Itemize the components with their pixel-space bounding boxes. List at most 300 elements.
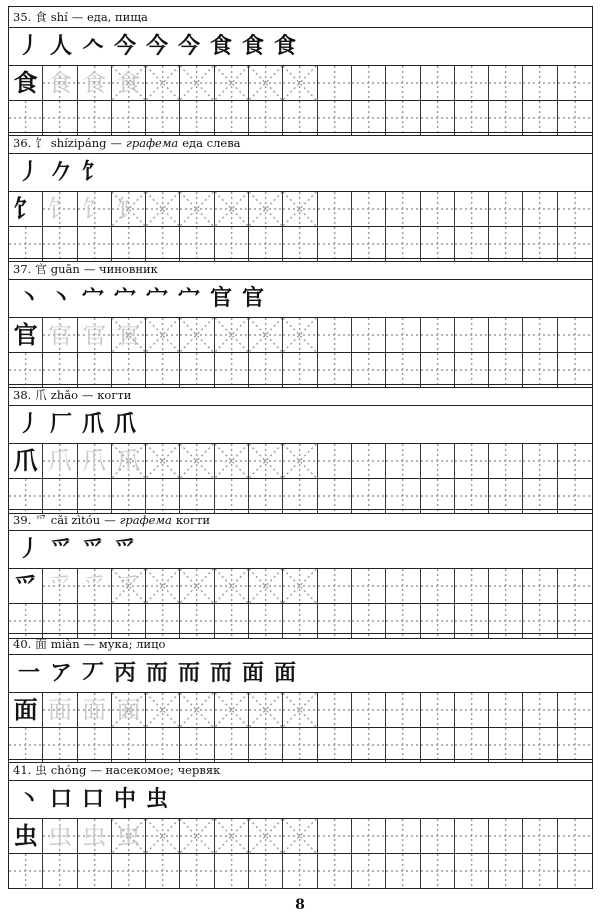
- stroke-step: 爪: [81, 412, 104, 437]
- practice-cell[interactable]: [318, 227, 352, 261]
- entry-number: 35.: [13, 10, 32, 24]
- practice-cell[interactable]: [215, 569, 249, 603]
- practice-cell[interactable]: [112, 854, 146, 888]
- entry-title: [9, 132, 592, 154]
- practice-cell[interactable]: [352, 728, 386, 762]
- practice-cell[interactable]: [489, 693, 523, 727]
- practice-cell[interactable]: [352, 693, 386, 727]
- practice-cell[interactable]: [78, 728, 112, 762]
- entry-hanzi: 虫: [35, 763, 47, 777]
- practice-cell[interactable]: [112, 353, 146, 387]
- practice-cell[interactable]: [352, 66, 386, 100]
- practice-cell[interactable]: [421, 728, 455, 762]
- practice-cell[interactable]: [558, 479, 592, 513]
- practice-cell[interactable]: [421, 479, 455, 513]
- trace-character: 虫: [116, 822, 141, 850]
- practice-cell[interactable]: [180, 728, 214, 762]
- stroke-step: ア: [49, 661, 72, 686]
- practice-cell[interactable]: [112, 728, 146, 762]
- practice-cell[interactable]: [283, 66, 317, 100]
- practice-cell[interactable]: [215, 353, 249, 387]
- practice-cell[interactable]: [146, 693, 180, 727]
- practice-cell[interactable]: [523, 693, 557, 727]
- practice-cell[interactable]: [386, 353, 420, 387]
- practice-cell[interactable]: [455, 101, 489, 135]
- practice-cell[interactable]: [112, 66, 146, 100]
- practice-cell[interactable]: [249, 479, 283, 513]
- practice-cell[interactable]: [249, 854, 283, 888]
- practice-cell[interactable]: [43, 728, 77, 762]
- stroke-step: 宀: [81, 286, 104, 311]
- stroke-step: 虫: [145, 787, 168, 812]
- practice-cell[interactable]: [352, 479, 386, 513]
- entry-meaning-italic: графема: [119, 513, 172, 527]
- practice-cell[interactable]: [455, 192, 489, 226]
- stroke-order-row: [9, 655, 592, 693]
- practice-cell[interactable]: [9, 569, 43, 603]
- practice-cell[interactable]: [283, 728, 317, 762]
- practice-cell[interactable]: [78, 819, 112, 853]
- practice-cell[interactable]: [489, 728, 523, 762]
- practice-cell[interactable]: [558, 728, 592, 762]
- practice-cell[interactable]: [180, 693, 214, 727]
- practice-cell[interactable]: [455, 444, 489, 478]
- entry-title: [9, 633, 592, 655]
- entry-hanzi: 面: [35, 637, 47, 651]
- entry-number: 38.: [13, 388, 32, 402]
- stroke-step: 宀: [177, 286, 200, 311]
- practice-cell[interactable]: [78, 444, 112, 478]
- practice-cell[interactable]: [249, 101, 283, 135]
- stroke-step: 𠆢: [81, 34, 104, 59]
- practice-cell[interactable]: [180, 854, 214, 888]
- practice-cell[interactable]: [78, 479, 112, 513]
- practice-cell[interactable]: [558, 819, 592, 853]
- stroke-order-row: [9, 154, 592, 192]
- practice-cell[interactable]: [523, 854, 557, 888]
- trace-character: 食: [82, 69, 107, 97]
- practice-cell[interactable]: [146, 318, 180, 352]
- practice-cell[interactable]: [180, 353, 214, 387]
- practice-cell[interactable]: [489, 479, 523, 513]
- practice-cell[interactable]: [352, 569, 386, 603]
- practice-cell[interactable]: [318, 353, 352, 387]
- practice-cell[interactable]: [180, 227, 214, 261]
- practice-cell[interactable]: [112, 192, 146, 226]
- model-character: 虫: [13, 822, 38, 850]
- practice-cell[interactable]: [180, 192, 214, 226]
- practice-cell[interactable]: [455, 569, 489, 603]
- practice-row: [9, 854, 592, 889]
- practice-cell[interactable]: [180, 101, 214, 135]
- stroke-step: 丶: [17, 286, 40, 311]
- trace-character: 虫: [47, 822, 72, 850]
- practice-cell[interactable]: [386, 854, 420, 888]
- entry-meaning: —: [110, 136, 123, 150]
- practice-cell[interactable]: [558, 444, 592, 478]
- entry-meaning: — еда, пища: [71, 10, 148, 24]
- practice-cell[interactable]: [318, 66, 352, 100]
- practice-cell[interactable]: [112, 693, 146, 727]
- practice-cell[interactable]: [421, 227, 455, 261]
- practice-cell[interactable]: [43, 227, 77, 261]
- practice-cell[interactable]: [455, 66, 489, 100]
- practice-cell[interactable]: [146, 444, 180, 478]
- practice-cell[interactable]: [455, 854, 489, 888]
- stroke-step: 𠂊: [49, 160, 72, 185]
- practice-cell[interactable]: [9, 353, 43, 387]
- practice-cell[interactable]: [489, 192, 523, 226]
- practice-cell[interactable]: [558, 854, 592, 888]
- practice-row: [9, 353, 592, 388]
- practice-cell[interactable]: [283, 227, 317, 261]
- practice-cell[interactable]: [146, 66, 180, 100]
- entry-meaning: — когти: [82, 388, 132, 402]
- practice-cell[interactable]: [249, 444, 283, 478]
- practice-cell[interactable]: [455, 353, 489, 387]
- practice-cell[interactable]: [455, 318, 489, 352]
- practice-cell[interactable]: [318, 569, 352, 603]
- practice-cell[interactable]: [146, 819, 180, 853]
- practice-cell[interactable]: [9, 227, 43, 261]
- practice-cell[interactable]: [558, 353, 592, 387]
- practice-cell[interactable]: [215, 728, 249, 762]
- practice-cell[interactable]: [455, 728, 489, 762]
- practice-cell[interactable]: [455, 819, 489, 853]
- practice-cell[interactable]: [318, 101, 352, 135]
- stroke-step: 面: [273, 661, 296, 686]
- practice-cell[interactable]: [283, 318, 317, 352]
- practice-cell[interactable]: [249, 66, 283, 100]
- practice-cell[interactable]: [9, 101, 43, 135]
- practice-cell[interactable]: [146, 101, 180, 135]
- practice-cell[interactable]: [215, 66, 249, 100]
- practice-cell[interactable]: [489, 819, 523, 853]
- entry-pinyin: zhǎo: [50, 388, 79, 402]
- practice-cell[interactable]: [489, 318, 523, 352]
- practice-cell[interactable]: [112, 479, 146, 513]
- practice-cell[interactable]: [249, 569, 283, 603]
- practice-cell[interactable]: [386, 192, 420, 226]
- practice-cell[interactable]: [43, 318, 77, 352]
- practice-cell[interactable]: [215, 854, 249, 888]
- practice-cell[interactable]: [558, 192, 592, 226]
- practice-cell[interactable]: [489, 353, 523, 387]
- practice-cell[interactable]: [352, 227, 386, 261]
- practice-cell[interactable]: [421, 101, 455, 135]
- practice-cell[interactable]: [489, 569, 523, 603]
- practice-cell[interactable]: [78, 66, 112, 100]
- practice-cell[interactable]: [386, 569, 420, 603]
- practice-cell[interactable]: [455, 693, 489, 727]
- model-character: 饣: [13, 195, 38, 223]
- practice-cell[interactable]: [421, 192, 455, 226]
- entry-pinyin: shí: [50, 10, 68, 24]
- practice-cell[interactable]: [180, 66, 214, 100]
- practice-cell[interactable]: [146, 227, 180, 261]
- practice-cell[interactable]: [421, 66, 455, 100]
- practice-cell[interactable]: [558, 569, 592, 603]
- entry-title: [9, 509, 592, 531]
- practice-cell[interactable]: [180, 479, 214, 513]
- entry-title: [9, 258, 592, 280]
- entry-number: 40.: [13, 637, 32, 651]
- trace-character: 饣: [47, 195, 72, 223]
- practice-cell[interactable]: [352, 854, 386, 888]
- practice-cell[interactable]: [146, 728, 180, 762]
- practice-cell[interactable]: [249, 318, 283, 352]
- practice-cell[interactable]: [421, 854, 455, 888]
- page-number: 8: [295, 897, 305, 913]
- practice-cell[interactable]: [421, 353, 455, 387]
- practice-cell[interactable]: [249, 192, 283, 226]
- practice-cell[interactable]: [386, 101, 420, 135]
- practice-cell[interactable]: [386, 227, 420, 261]
- stroke-step: 中: [113, 787, 136, 812]
- entry-meaning: — чиновник: [83, 262, 158, 276]
- practice-cell[interactable]: [523, 227, 557, 261]
- practice-cell[interactable]: [318, 479, 352, 513]
- entry-meaning-rest: когти: [175, 513, 211, 527]
- practice-cell[interactable]: [386, 444, 420, 478]
- practice-cell[interactable]: [180, 819, 214, 853]
- practice-cell[interactable]: [9, 479, 43, 513]
- practice-cell[interactable]: [249, 353, 283, 387]
- practice-cell[interactable]: [523, 479, 557, 513]
- practice-cell[interactable]: [386, 693, 420, 727]
- practice-cell[interactable]: [386, 318, 420, 352]
- practice-cell[interactable]: [9, 693, 43, 727]
- practice-cell[interactable]: [283, 854, 317, 888]
- stroke-step: 丿: [17, 412, 40, 437]
- practice-cell[interactable]: [43, 353, 77, 387]
- entry-meaning-italic: графема: [126, 136, 179, 150]
- stroke-order-row: [9, 531, 592, 569]
- practice-cell[interactable]: [283, 569, 317, 603]
- practice-cell[interactable]: [318, 192, 352, 226]
- practice-cell[interactable]: [558, 101, 592, 135]
- practice-cell[interactable]: [43, 479, 77, 513]
- practice-cell[interactable]: [146, 353, 180, 387]
- practice-cell[interactable]: [215, 819, 249, 853]
- practice-cell[interactable]: [421, 444, 455, 478]
- practice-cell[interactable]: [215, 101, 249, 135]
- practice-cell[interactable]: [352, 318, 386, 352]
- practice-cell[interactable]: [112, 569, 146, 603]
- trace-character: 食: [47, 69, 72, 97]
- practice-cell[interactable]: [283, 353, 317, 387]
- practice-cell[interactable]: [43, 854, 77, 888]
- practice-cell[interactable]: [386, 479, 420, 513]
- practice-cell[interactable]: [352, 101, 386, 135]
- practice-cell[interactable]: [523, 353, 557, 387]
- practice-cell[interactable]: [283, 444, 317, 478]
- practice-cell[interactable]: [112, 819, 146, 853]
- practice-cell[interactable]: [78, 192, 112, 226]
- practice-cell[interactable]: [43, 444, 77, 478]
- practice-cell[interactable]: [523, 192, 557, 226]
- character-block: [8, 132, 593, 262]
- stroke-order-row: [9, 28, 592, 66]
- stroke-step: 宀: [113, 286, 136, 311]
- trace-character: 爫: [116, 572, 141, 600]
- practice-cell[interactable]: [146, 569, 180, 603]
- practice-cell[interactable]: [523, 728, 557, 762]
- stroke-step: 官: [209, 286, 232, 311]
- practice-cell[interactable]: [215, 192, 249, 226]
- practice-cell[interactable]: [146, 479, 180, 513]
- practice-cell[interactable]: [283, 693, 317, 727]
- practice-cell[interactable]: [43, 569, 77, 603]
- practice-cell[interactable]: [9, 819, 43, 853]
- practice-cell[interactable]: [9, 318, 43, 352]
- practice-cell[interactable]: [43, 101, 77, 135]
- practice-cell[interactable]: [352, 192, 386, 226]
- practice-cell[interactable]: [9, 192, 43, 226]
- practice-cell[interactable]: [249, 728, 283, 762]
- stroke-step: 宀: [145, 286, 168, 311]
- stroke-step: 爫: [81, 537, 104, 562]
- practice-cell[interactable]: [9, 854, 43, 888]
- trace-character: 官: [82, 321, 107, 349]
- practice-cell[interactable]: [318, 854, 352, 888]
- practice-cell[interactable]: [249, 819, 283, 853]
- practice-cell[interactable]: [318, 728, 352, 762]
- practice-cell[interactable]: [43, 192, 77, 226]
- practice-cell[interactable]: [558, 318, 592, 352]
- practice-cell[interactable]: [421, 819, 455, 853]
- practice-cell[interactable]: [146, 192, 180, 226]
- practice-cell[interactable]: [78, 318, 112, 352]
- practice-cell[interactable]: [112, 101, 146, 135]
- practice-cell[interactable]: [215, 444, 249, 478]
- stroke-step: 丆: [81, 661, 104, 686]
- practice-cell[interactable]: [318, 693, 352, 727]
- practice-cell[interactable]: [112, 444, 146, 478]
- entry-pinyin: guān: [50, 262, 80, 276]
- entry-meaning-rest: еда слева: [182, 136, 241, 150]
- practice-cell[interactable]: [249, 693, 283, 727]
- practice-cell[interactable]: [489, 227, 523, 261]
- practice-cell[interactable]: [78, 227, 112, 261]
- practice-cell[interactable]: [9, 444, 43, 478]
- practice-cell[interactable]: [9, 66, 43, 100]
- trace-character: 面: [47, 696, 72, 724]
- practice-cell[interactable]: [558, 66, 592, 100]
- stroke-step: 人: [49, 34, 72, 59]
- stroke-step: 食: [241, 34, 264, 59]
- practice-cell[interactable]: [318, 318, 352, 352]
- practice-cell[interactable]: [112, 227, 146, 261]
- practice-cell[interactable]: [180, 444, 214, 478]
- stroke-step: 食: [273, 34, 296, 59]
- practice-cell[interactable]: [43, 693, 77, 727]
- stroke-step: 厂: [49, 412, 72, 437]
- trace-character: 食: [116, 69, 141, 97]
- entry-hanzi: 食: [35, 10, 47, 24]
- practice-cell[interactable]: [283, 479, 317, 513]
- practice-cell[interactable]: [489, 66, 523, 100]
- practice-cell[interactable]: [386, 819, 420, 853]
- practice-cell[interactable]: [43, 66, 77, 100]
- entry-hanzi: 官: [35, 262, 47, 276]
- practice-cell[interactable]: [421, 693, 455, 727]
- practice-cell[interactable]: [523, 569, 557, 603]
- stroke-step: 爪: [113, 412, 136, 437]
- practice-cell[interactable]: [283, 101, 317, 135]
- practice-cell[interactable]: [112, 318, 146, 352]
- model-character: 面: [13, 696, 38, 724]
- practice-cell[interactable]: [455, 479, 489, 513]
- practice-cell[interactable]: [215, 479, 249, 513]
- practice-cell[interactable]: [386, 728, 420, 762]
- stroke-order-row: [9, 406, 592, 444]
- entry-pinyin: chóng: [50, 763, 87, 777]
- entry-pinyin: miàn: [50, 637, 80, 651]
- stroke-step: 今: [145, 34, 168, 59]
- practice-cell[interactable]: [455, 227, 489, 261]
- stroke-step: 面: [241, 661, 264, 686]
- practice-cell[interactable]: [489, 444, 523, 478]
- practice-cell[interactable]: [43, 819, 77, 853]
- practice-cell[interactable]: [523, 318, 557, 352]
- practice-cell[interactable]: [421, 318, 455, 352]
- practice-cell[interactable]: [523, 66, 557, 100]
- practice-cell[interactable]: [78, 353, 112, 387]
- practice-cell[interactable]: [9, 728, 43, 762]
- practice-cell[interactable]: [352, 353, 386, 387]
- practice-cell[interactable]: [489, 101, 523, 135]
- practice-cell[interactable]: [249, 227, 283, 261]
- model-character: 官: [13, 321, 38, 349]
- stroke-step: 一: [17, 661, 40, 686]
- practice-cell[interactable]: [78, 854, 112, 888]
- practice-cell[interactable]: [558, 227, 592, 261]
- practice-row: [9, 569, 592, 604]
- practice-cell[interactable]: [489, 854, 523, 888]
- practice-cell[interactable]: [352, 444, 386, 478]
- character-block: [8, 6, 593, 136]
- practice-cell[interactable]: [146, 854, 180, 888]
- model-character: 食: [13, 69, 38, 97]
- entry-title: [9, 6, 592, 28]
- stroke-step: 爫: [113, 537, 136, 562]
- practice-cell[interactable]: [318, 444, 352, 478]
- entry-number: 37.: [13, 262, 32, 276]
- practice-cell[interactable]: [215, 227, 249, 261]
- entry-hanzi: 爫: [35, 513, 47, 527]
- practice-cell[interactable]: [386, 66, 420, 100]
- practice-cell[interactable]: [78, 101, 112, 135]
- practice-cell[interactable]: [180, 569, 214, 603]
- entry-number: 41.: [13, 763, 32, 777]
- practice-cell[interactable]: [78, 693, 112, 727]
- practice-cell[interactable]: [523, 819, 557, 853]
- practice-cell[interactable]: [215, 693, 249, 727]
- practice-cell[interactable]: [215, 318, 249, 352]
- trace-character: 爪: [47, 447, 72, 475]
- practice-cell[interactable]: [558, 693, 592, 727]
- practice-cell[interactable]: [78, 569, 112, 603]
- practice-cell[interactable]: [283, 819, 317, 853]
- practice-cell[interactable]: [523, 101, 557, 135]
- practice-cell[interactable]: [180, 318, 214, 352]
- practice-cell[interactable]: [352, 819, 386, 853]
- practice-cell[interactable]: [283, 192, 317, 226]
- practice-cell[interactable]: [318, 819, 352, 853]
- practice-cell[interactable]: [523, 444, 557, 478]
- practice-cell[interactable]: [421, 569, 455, 603]
